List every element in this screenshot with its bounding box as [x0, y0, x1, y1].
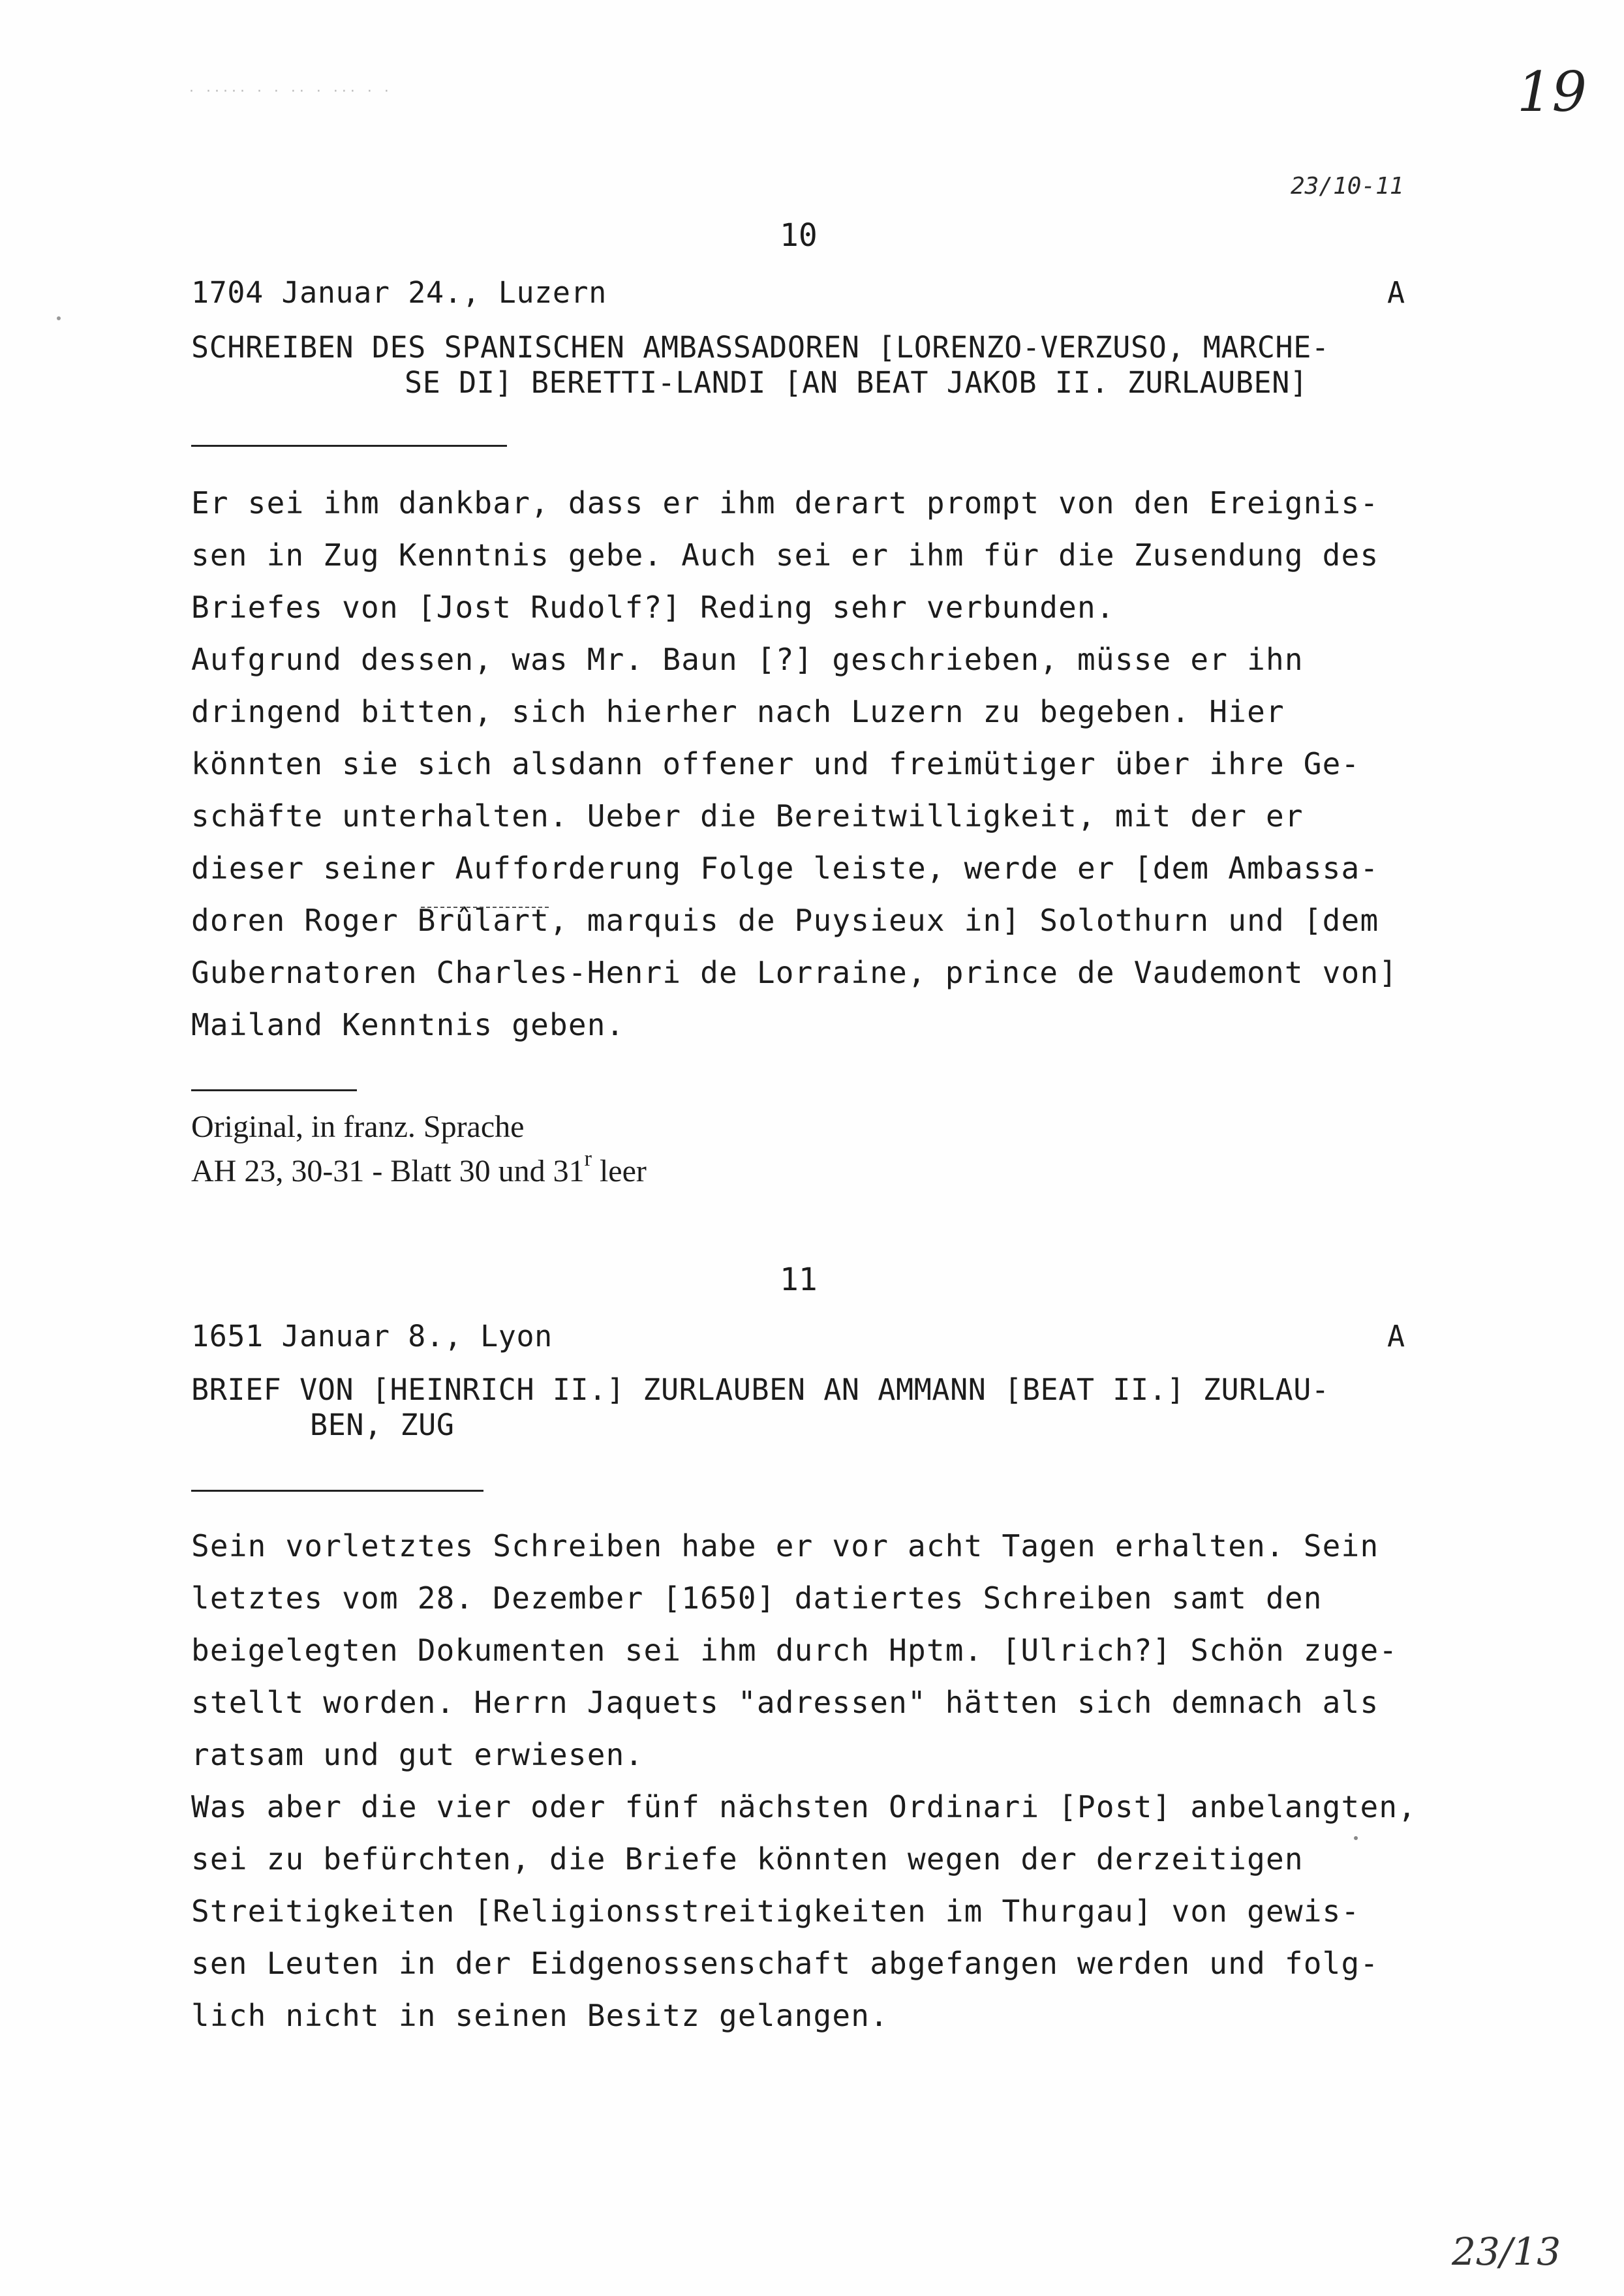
speck [57, 316, 61, 320]
entry-number-10: 10 [780, 217, 818, 254]
body-line: Mailand Kenntnis geben. [191, 1007, 625, 1042]
source-note-ref: AH 23, 30-31 - Blatt 30 und 31 [191, 1153, 585, 1188]
entry-date-place: 1651 Januar 8., Lyon [191, 1319, 553, 1353]
body-line: sen in Zug Kenntnis gebe. Auch sei er ihm für die Zusendung des [191, 537, 1379, 573]
body-line: Sein vorletztes Schreiben habe er vor acht Tagen erhalten. Sein [191, 1528, 1379, 1563]
body-line: könnten sie sich alsdann offener und freimütiger über ihre Ge- [191, 746, 1360, 781]
body-line: Was aber die vier oder fünf nächsten Ordinari [Post] anbelangten, [191, 1789, 1417, 1824]
source-note-tail: leer [591, 1153, 647, 1188]
body-line: Gubernatoren Charles-Henri de Lorraine, prince de Vaudemont von] [191, 955, 1398, 990]
source-note-line-1: Original, in franz. Sprache [191, 1110, 525, 1144]
body-line: Streitigkeiten [Religionsstreitigkeiten im Thurgau] von gewis- [191, 1894, 1360, 1929]
title-divider [191, 1490, 483, 1492]
speck [1354, 1836, 1358, 1840]
archive-reference: 23/10-11 [1291, 173, 1404, 200]
entry-number-11: 11 [780, 1261, 818, 1298]
entry-grade: A [1387, 275, 1405, 310]
body-line: stellt worden. Herrn Jaquets "adressen" hätten sich demnach als [191, 1685, 1379, 1720]
source-note-line-2 [191, 1147, 647, 1189]
folio-number: 19 [1517, 60, 1587, 124]
body-line: ratsam und gut erwiesen. [191, 1737, 644, 1772]
body-line: Er sei ihm dankbar, dass er ihm derart prompt von den Ereignis- [191, 485, 1379, 521]
entry-title-line-2: BEN, ZUG [310, 1408, 455, 1442]
body-line: Briefes von [Jost Rudolf?] Reding sehr verbunden. [191, 590, 1115, 625]
entry-title-line-1: SCHREIBEN DES SPANISCHEN AMBASSADOREN [LORENZO-VERZUSO, MARCHE- [191, 330, 1330, 365]
source-note-superscript: r [584, 1147, 592, 1171]
entry-grade: A [1387, 1319, 1405, 1353]
body-line: letztes vom 28. Dezember [1650] datiertes Schreiben samt den [191, 1580, 1323, 1616]
entry-title-line-2: SE DI] BERETTI-LANDI [AN BEAT JAKOB II. ZURLAUBEN] [405, 365, 1308, 400]
body-line: Aufgrund dessen, was Mr. Baun [?] geschrieben, müsse er ihn [191, 642, 1304, 677]
body-line: sei zu befürchten, die Briefe könnten wegen der derzeitigen [191, 1841, 1304, 1877]
body-line: schäfte unterhalten. Ueber die Bereitwilligkeit, mit der er [191, 798, 1304, 834]
entry-title-line-1: BRIEF VON [HEINRICH II.] ZURLAUBEN AN AMMANN [BEAT II.] ZURLAU- [191, 1372, 1330, 1407]
title-divider [191, 445, 507, 447]
body-line: sen Leuten in der Eidgenossenschaft abgefangen werden und folg- [191, 1946, 1379, 1981]
body-line: dringend bitten, sich hierher nach Luzern zu begeben. Hier [191, 694, 1285, 729]
body-line: beigelegten Dokumenten sei ihm durch Hptm. [Ulrich?] Schön zuge- [191, 1633, 1398, 1668]
body-line: lich nicht in seinen Besitz gelangen. [191, 1998, 889, 2033]
faint-header-text: · ····· · · ·· · ··· · · [189, 83, 393, 100]
body-line: dieser seiner Aufforderung Folge leiste, werde er [dem Ambassa- [191, 851, 1379, 886]
handwritten-bottom-reference: 23/13 [1452, 2229, 1561, 2274]
entry-date-place: 1704 Januar 24., Luzern [191, 275, 607, 310]
note-divider [191, 1089, 357, 1091]
body-line: doren Roger Brûlart, marquis de Puysieux in] Solothurn und [dem [191, 903, 1379, 938]
